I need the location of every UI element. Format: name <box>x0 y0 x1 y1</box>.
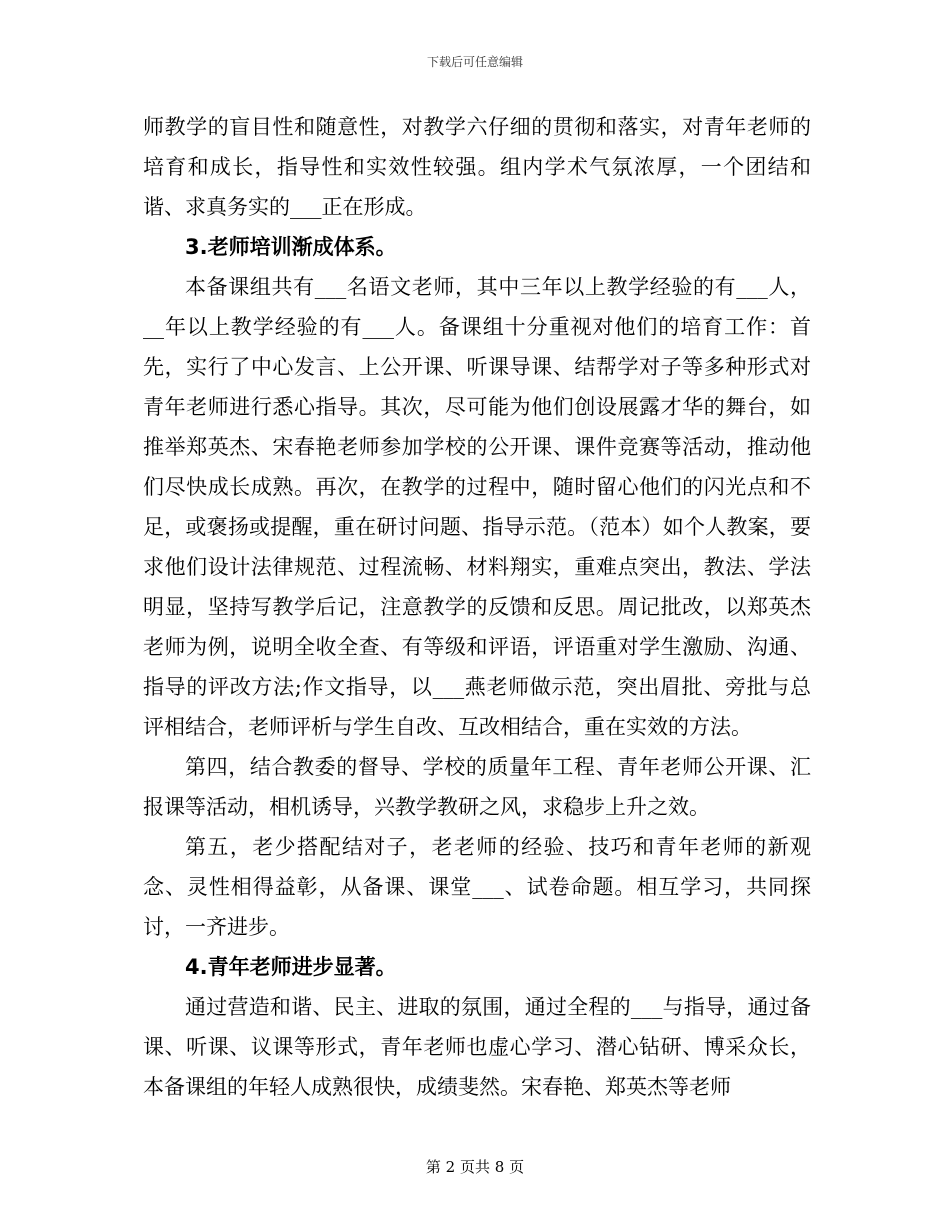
document-body <box>143 107 811 1107</box>
page-header: 下载后可任意编辑 <box>426 55 523 69</box>
paragraph-fifth: 第五，老少搭配结对子，老老师的经验、技巧和青年老师的新观念、灵性相得益彰，从备课、课堂___、试卷命题。相互学习，共同探讨，一齐进步。 <box>143 835 811 939</box>
paragraph-training: 本备课组共有___名语文老师，其中三年以上教学经验的有___人，__年以上教学经验的有___人。备课组十分重视对他们的培育工作：首先，实行了中心发言、上公开课、听课导课、结帮学对子等多种形式对青年老师进行悉心指导。其次，尽可能为他们创设展露才华的舞台，如推举郑英杰、宋春艳老师参加学校的公开课、课件竞赛等活动，推动他们尽快成长成熟。再次，在教学的过程中，随时留心他们的闪光点和不足，或褒扬或提醒，重在研讨问题、指导示范。（范本）如个人教案，要求他们设计法律规范、过程流畅、材料翔实，重难点突出，教法、学法明显，坚持写教学后记，注意教学的反馈和反思。周记批改，以郑英杰老师为例，说明全收全查、有等级和评语，评语重对学生激励、沟通、指导的评改方法;作文指导，以___燕老师做示范，突出眉批、旁批与总评相结合，老师评析与学生自改、互改相结合，重在实效的方法。 <box>143 275 811 739</box>
section-heading-3: 3.老师培训渐成体系。 <box>185 235 397 259</box>
page-number-footer: 第 2 页共 8 页 <box>425 1158 525 1176</box>
paragraph-continued: 师教学的盲目性和随意性，对教学六仔细的贯彻和落实，对青年老师的培育和成长，指导性和实效性较强。组内学术气氛浓厚，一个团结和谐、求真务实的___正在形成。 <box>143 115 811 219</box>
paragraph-fourth: 第四，结合教委的督导、学校的质量年工程、青年老师公开课、汇报课等活动，相机诱导，兴教学教研之风，求稳步上升之效。 <box>143 755 811 819</box>
paragraph-progress: 通过营造和谐、民主、进取的氛围，通过全程的___与指导，通过备课、听课、议课等形式，青年老师也虚心学习、潜心钻研、博采众长，本备课组的年轻人成熟很快，成绩斐然。宋春艳、郑英杰等老师 <box>143 995 811 1099</box>
section-heading-4: 4.青年老师进步显著。 <box>185 955 397 979</box>
